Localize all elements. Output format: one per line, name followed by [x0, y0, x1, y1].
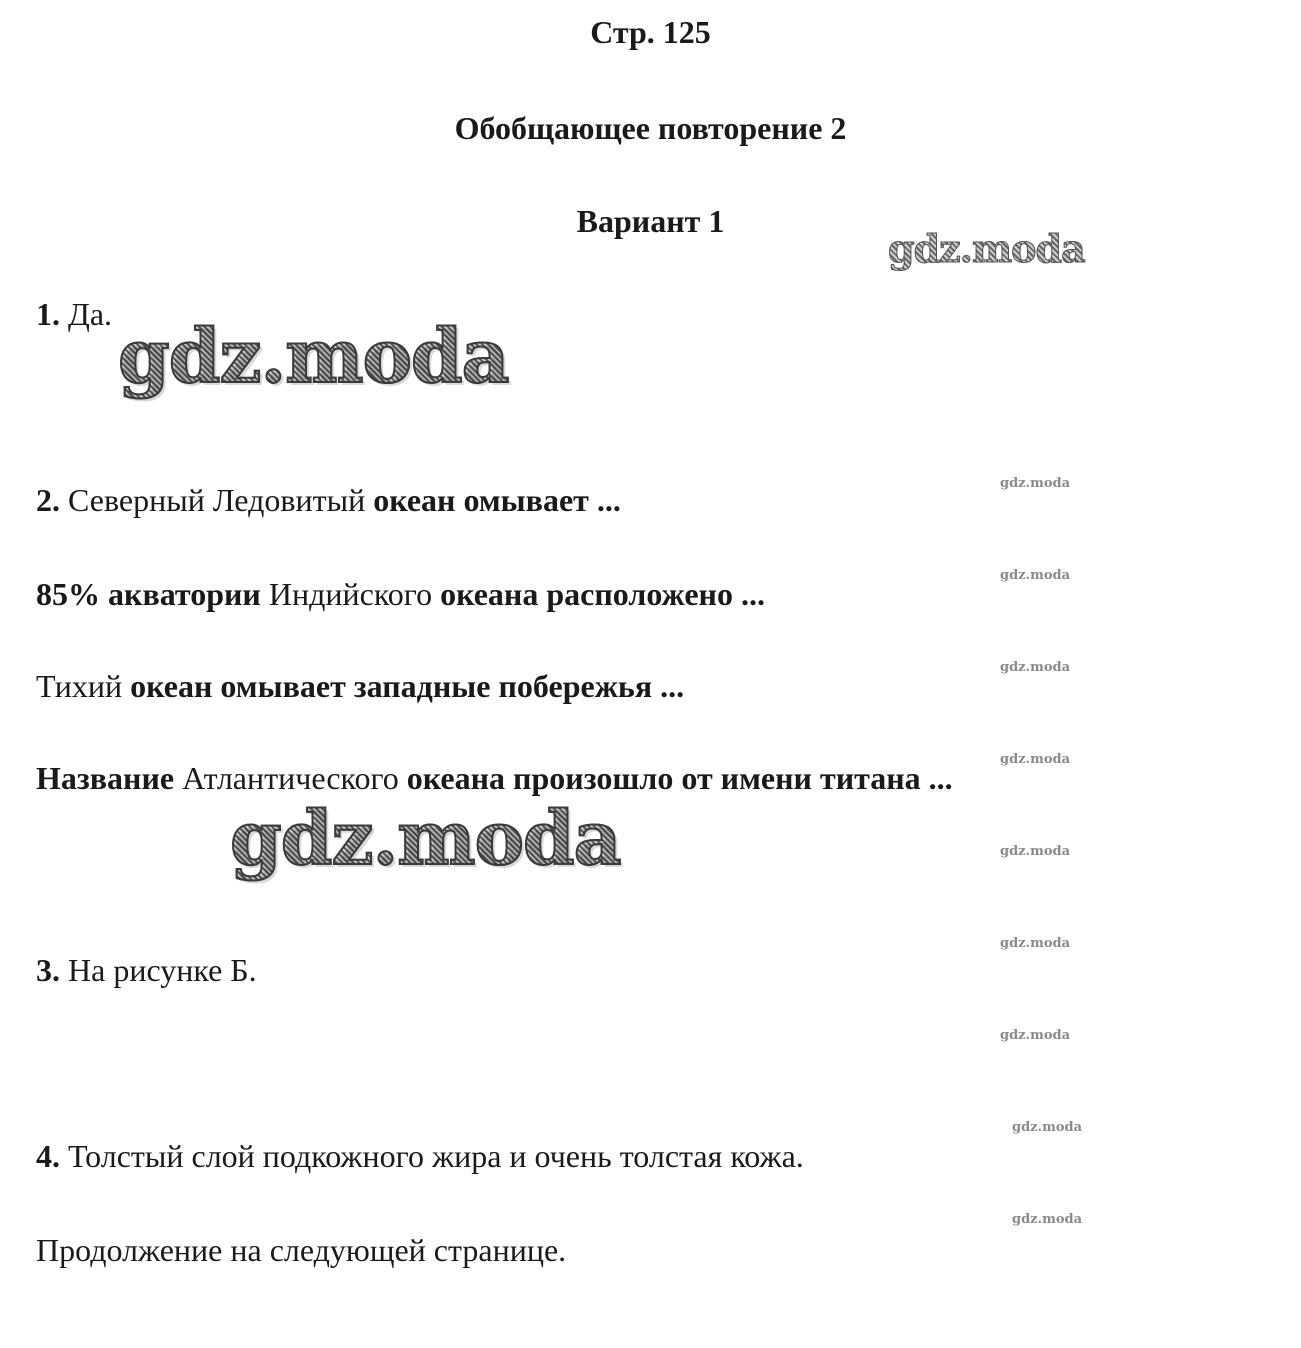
answer-text: Толстый слой подкожного жира и очень толстая кожа.	[60, 1138, 804, 1174]
answer-text-bold: океан омывает западные побережья ...	[130, 668, 685, 704]
answer-number: 1.	[36, 296, 60, 332]
answer-number: 4.	[36, 1138, 60, 1174]
answer-2-line-1	[36, 482, 621, 519]
answer-text: На рисунке Б.	[60, 952, 257, 988]
answer-text: Атлантического	[174, 760, 407, 796]
answer-4	[36, 1138, 804, 1175]
answer-text: Продолжение на следующей странице.	[36, 1232, 567, 1268]
answer-text: Индийского	[260, 576, 441, 612]
page-number-heading: Стр. 125	[590, 14, 711, 50]
answer-1	[36, 296, 112, 333]
watermark-logo: gdz.moda	[1000, 844, 1071, 859]
watermark-logo: gdz.moda	[1000, 936, 1071, 951]
answer-text-bold: океана произошло от имени титана ...	[406, 760, 953, 796]
watermark-logo: gdz.moda	[1012, 1120, 1083, 1135]
variant-heading: Вариант 1	[576, 203, 725, 239]
answer-number: 3.	[36, 952, 60, 988]
answer-number: 2.	[36, 482, 60, 518]
answer-3	[36, 952, 257, 989]
continuation-note	[36, 1232, 566, 1269]
answer-2-line-4	[36, 760, 953, 797]
answer-2-line-2	[36, 576, 765, 613]
answer-text: Северный Ледовитый	[60, 482, 374, 518]
watermark-logo: gdz.moda	[1000, 476, 1071, 491]
answer-text-bold: Название	[36, 760, 175, 796]
watermark-logo: gdz.moda	[230, 796, 621, 882]
watermark-logo: gdz.moda	[1000, 568, 1071, 583]
watermark-logo: gdz.moda	[1000, 752, 1071, 767]
answer-text-bold: океана расположено ...	[440, 576, 765, 612]
watermark-logo: gdz.moda	[888, 226, 1085, 271]
answer-text-bold: 85% акватории	[36, 576, 261, 612]
watermark-logo: gdz.moda	[1000, 660, 1071, 675]
answer-text: Тихий	[36, 668, 131, 704]
answer-2-line-3	[36, 668, 684, 705]
answer-text-bold: океан омывает ...	[373, 482, 621, 518]
watermark-logo: gdz.moda	[118, 314, 509, 400]
watermark-logo: gdz.moda	[1000, 1028, 1071, 1043]
watermark-logo: gdz.moda	[1012, 1212, 1083, 1227]
section-title: Обобщающее повторение 2	[454, 110, 847, 146]
answer-text: Да.	[60, 296, 113, 332]
